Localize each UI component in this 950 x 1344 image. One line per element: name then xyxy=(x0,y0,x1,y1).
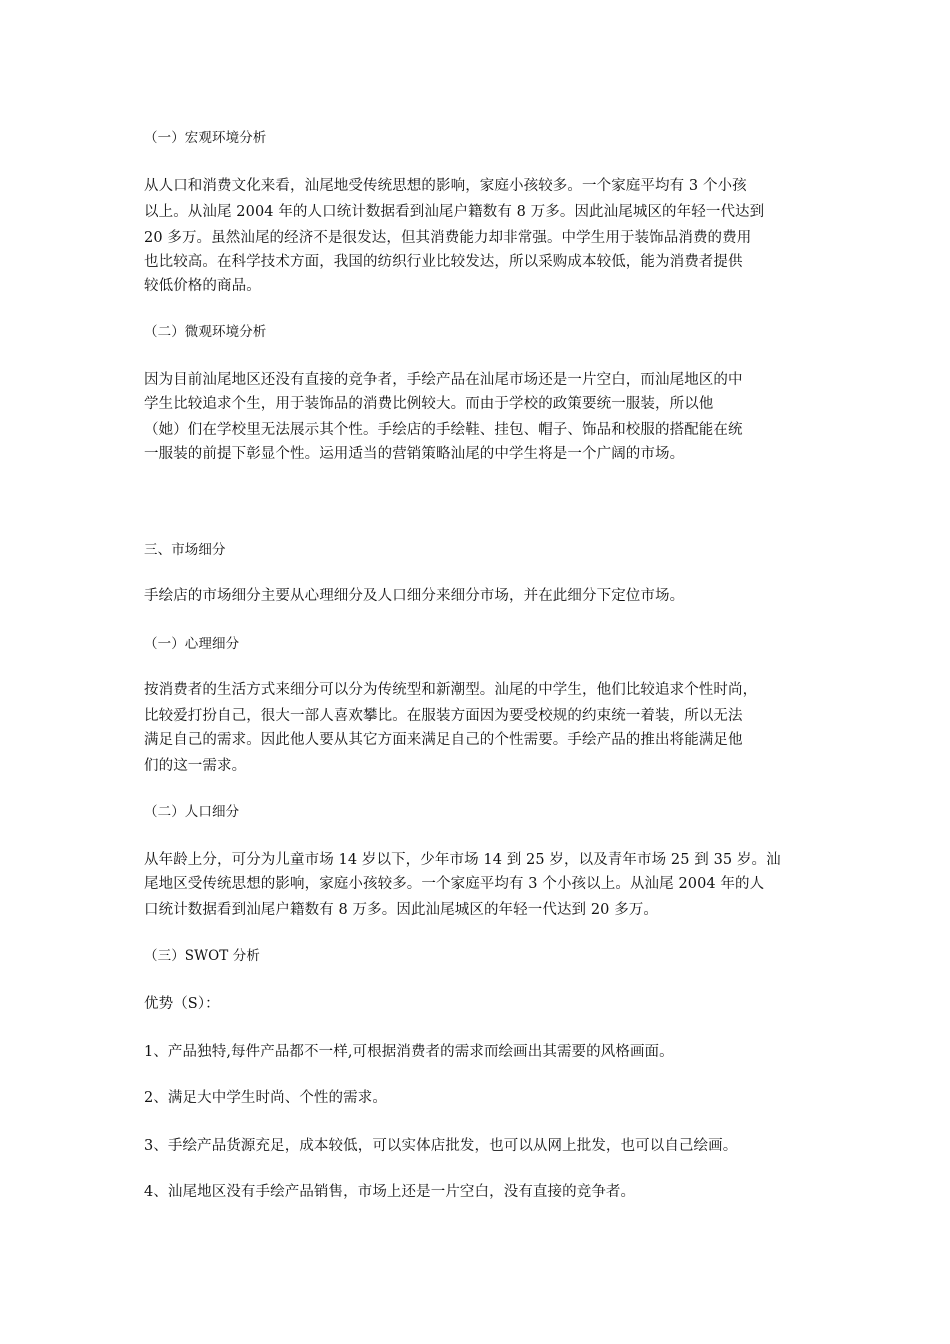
section-heading-population-segmentation: （二）人口细分 xyxy=(144,804,240,820)
list-heading-strengths: 优势（S）： xyxy=(144,996,220,1012)
paragraph-line: 较低价格的商品。 xyxy=(144,278,261,294)
paragraph-line: 们的这一需求。 xyxy=(144,758,247,774)
paragraph-line: 20 多万。虽然汕尾的经济不是很发达，但其消费能力却非常强。中学生用于装饰品消费的费用 xyxy=(144,230,752,246)
paragraph-line: 从年龄上分，可分为儿童市场 14 岁以下，少年市场 14 到 25 岁，以及青年市场 25 到 35 岁。汕 xyxy=(144,852,781,868)
paragraph-line: 也比较高。在科学技术方面，我国的纺织行业比较发达，所以采购成本较低，能为消费者提供 xyxy=(144,254,743,270)
paragraph-line: 因为目前汕尾地区还没有直接的竞争者，手绘产品在汕尾市场还是一片空白，而汕尾地区的中 xyxy=(144,372,743,388)
paragraph-line: （她）们在学校里无法展示其个性。手绘店的手绘鞋、挂包、帽子、饰品和校服的搭配能在统 xyxy=(144,422,743,438)
paragraph-line: 满足自己的需求。因此他人要从其它方面来满足自己的个性需要。手绘产品的推出将能满足他 xyxy=(144,732,743,748)
section-heading-macro-environment: （一）宏观环境分析 xyxy=(144,130,267,146)
paragraph-line: 一服装的前提下彰显个性。运用适当的营销策略汕尾的中学生将是一个广阔的市场。 xyxy=(144,446,685,462)
paragraph-line: 比较爱打扮自己，很大一部人喜欢攀比。在服装方面因为要受校规的约束统一着装，所以无法 xyxy=(144,708,743,724)
paragraph-line: 按消费者的生活方式来细分可以分为传统型和新潮型。汕尾的中学生，他们比较追求个性时尚， xyxy=(144,682,758,698)
list-item: 4、汕尾地区没有手绘产品销售，市场上还是一片空白，没有直接的竞争者。 xyxy=(144,1184,636,1200)
section-heading-swot-analysis: （三）SWOT 分析 xyxy=(144,948,260,964)
paragraph-line: 手绘店的市场细分主要从心理细分及人口细分来细分市场，并在此细分下定位市场。 xyxy=(144,588,685,604)
paragraph-line: 口统计数据看到汕尾户籍数有 8 万多。因此汕尾城区的年轻一代达到 20 多万。 xyxy=(144,902,659,918)
section-heading-market-segmentation: 三、市场细分 xyxy=(144,542,226,558)
paragraph-line: 从人口和消费文化来看，汕尾地受传统思想的影响，家庭小孩较多。一个家庭平均有 3 个小孩 xyxy=(144,178,747,194)
paragraph-line: 尾地区受传统思想的影响，家庭小孩较多。一个家庭平均有 3 个小孩以上。从汕尾 2004 年的人 xyxy=(144,876,765,892)
list-item: 2、满足大中学生时尚、个性的需求。 xyxy=(144,1090,387,1106)
list-item: 3、手绘产品货源充足，成本较低，可以实体店批发，也可以从网上批发，也可以自己绘画。 xyxy=(144,1138,738,1154)
section-heading-micro-environment: （二）微观环境分析 xyxy=(144,324,267,340)
paragraph-line: 学生比较追求个生，用于装饰品的消费比例较大。而由于学校的政策要统一服装，所以他 xyxy=(144,396,714,412)
paragraph-line: 以上。从汕尾 2004 年的人口统计数据看到汕尾户籍数有 8 万多。因此汕尾城区的年轻一代达到 xyxy=(144,204,765,220)
section-heading-psychological-segmentation: （一）心理细分 xyxy=(144,636,240,652)
list-item: 1、产品独特,每件产品都不一样,可根据消费者的需求而绘画出其需要的风格画面。 xyxy=(144,1044,674,1060)
